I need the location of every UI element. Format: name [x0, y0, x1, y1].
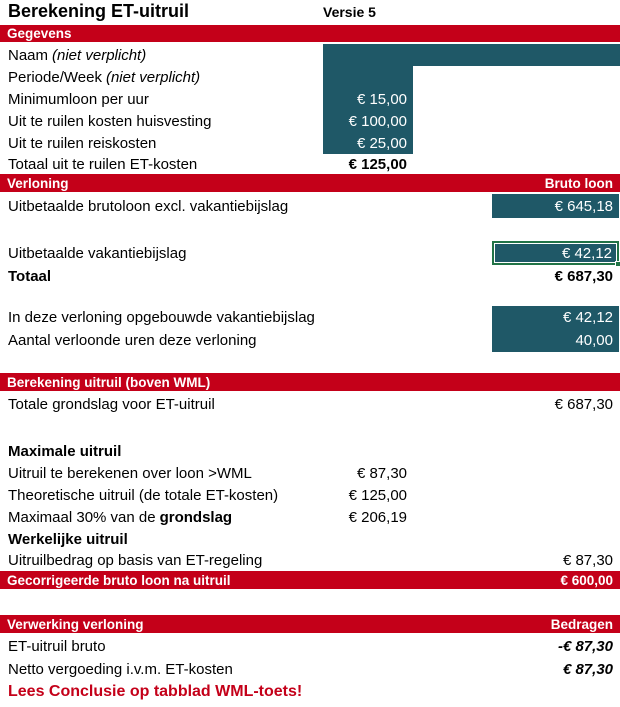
- spacer: [413, 88, 620, 110]
- subhead-werkelijke-uitruil: Werkelijke uitruil: [8, 530, 128, 548]
- minimumloon-label: Minimumloon per uur: [8, 90, 149, 108]
- periode-week-label-note: (niet verplicht): [105, 68, 201, 86]
- row-netto-vergoeding: [0, 658, 620, 680]
- opgebouwde-vakantiebijslag-input-cell[interactable]: € 42,12: [492, 306, 619, 329]
- page-title: Berekening ET-uitruil: [8, 1, 190, 21]
- spacer: [413, 132, 620, 154]
- gecorrigeerde-bruto-loon-label: Gecorrigeerde bruto loon na uitruil: [7, 572, 231, 588]
- naam-label-text: Naam: [8, 46, 49, 64]
- uitruil-boven-wml-label: Uitruil te berekenen over loon >WML: [8, 464, 252, 482]
- section-header-gegevens-label: Gegevens: [7, 26, 72, 41]
- periode-week-label: [8, 69, 323, 86]
- naam-label-note: (niet verplicht): [52, 46, 147, 64]
- column-header-bruto-loon: Bruto loon: [544, 175, 613, 191]
- maximaal-30-procent-label-text: Maximaal 30% van de: [8, 508, 156, 526]
- row-totaal-verloning: [0, 266, 620, 286]
- version-label: Versie 5: [323, 4, 376, 20]
- reiskosten-input-cell[interactable]: € 25,00: [323, 132, 413, 154]
- totaal-et-kosten-label: Totaal uit te ruilen ET-kosten: [8, 155, 198, 173]
- uitruilbedrag-value: € 87,30: [562, 552, 613, 569]
- uitruil-boven-wml-value: € 87,30: [356, 464, 407, 482]
- totaal-verloning-value: € 687,30: [554, 267, 613, 285]
- spacer: [413, 110, 620, 132]
- section-header-berekening: [0, 373, 620, 391]
- theoretische-uitruil-label: Theoretische uitruil (de totale ET-kosten): [8, 486, 279, 504]
- blank-row: [0, 218, 620, 240]
- section-header-verwerking: [0, 615, 620, 633]
- brutoloon-excl-label: Uitbetaalde brutoloon excl. vakantiebijslag: [8, 197, 289, 215]
- naam-input-cell[interactable]: [323, 44, 620, 66]
- section-header-berekening-label: Berekening uitruil (boven WML): [7, 374, 211, 390]
- row-reiskosten: [0, 132, 620, 154]
- row-verloonde-uren: [0, 329, 620, 352]
- row-periode-week: [0, 66, 620, 88]
- row-brutoloon-excl: [0, 194, 620, 218]
- row-maximaal-30-procent: [0, 506, 620, 528]
- maximaal-30-procent-label: [8, 509, 323, 526]
- section-header-gegevens: [0, 25, 620, 42]
- totaal-et-kosten-value: € 125,00: [348, 155, 407, 173]
- naam-label: [8, 47, 323, 64]
- row-minimumloon: [0, 88, 620, 110]
- blank-row: [0, 286, 620, 306]
- section-header-verloning: [0, 174, 620, 192]
- row-subhead-werkelijke-uitruil: [0, 528, 620, 550]
- row-opgebouwde-vakantiebijslag: [0, 306, 620, 329]
- row-totale-grondslag: [0, 393, 620, 415]
- theoretische-uitruil-value: € 125,00: [348, 486, 407, 504]
- kosten-huisvesting-input-cell[interactable]: € 100,00: [323, 110, 413, 132]
- spacer: [413, 154, 620, 174]
- blank-row: [0, 415, 620, 440]
- blank-row: [0, 352, 620, 373]
- uitruilbedrag-label: Uitruilbedrag op basis van ET-regeling: [8, 552, 263, 569]
- periode-week-input-cell[interactable]: [323, 66, 413, 88]
- section-header-verloning-label: Verloning: [7, 175, 69, 191]
- spacer: [413, 462, 620, 484]
- subhead-maximale-uitruil: Maximale uitruil: [8, 442, 122, 460]
- row-theoretische-uitruil: [0, 484, 620, 506]
- totale-grondslag-value: € 687,30: [554, 395, 613, 413]
- row-et-uitruil-bruto: [0, 635, 620, 658]
- gecorrigeerde-bruto-loon-value: € 600,00: [560, 572, 613, 588]
- selection-fill-handle[interactable]: [615, 261, 620, 267]
- spacer: [413, 484, 620, 506]
- opgebouwde-vakantiebijslag-label: In deze verloning opgebouwde vakantiebijslag: [8, 309, 315, 326]
- uitbetaalde-vakantiebijslag-input-cell[interactable]: € 42,12: [495, 244, 616, 262]
- kosten-huisvesting-label: Uit te ruilen kosten huisvesting: [8, 112, 212, 130]
- selected-cell[interactable]: [492, 241, 619, 265]
- et-uitruil-bruto-value: -€ 87,30: [557, 638, 613, 655]
- section-header-verwerking-label: Verwerking verloning: [7, 616, 144, 632]
- row-uitruil-boven-wml: [0, 462, 620, 484]
- totale-grondslag-label: Totale grondslag voor ET-uitruil: [8, 395, 215, 413]
- uitbetaalde-vakantiebijslag-label: Uitbetaalde vakantiebijslag: [8, 244, 187, 262]
- maximaal-30-procent-label-bold: grondslag: [159, 508, 233, 526]
- conclusion-note: Lees Conclusie op tabblad WML-toets!: [8, 683, 303, 700]
- column-header-bedragen: Bedragen: [550, 616, 613, 632]
- row-kosten-huisvesting: [0, 110, 620, 132]
- title-row: [0, 0, 620, 25]
- row-uitruilbedrag: [0, 550, 620, 571]
- periode-week-label-text: Periode/Week: [8, 68, 102, 86]
- verloonde-uren-input-cell[interactable]: 40,00: [492, 329, 619, 352]
- row-subhead-maximale-uitruil: [0, 440, 620, 462]
- row-totaal-et-kosten: [0, 154, 620, 174]
- et-uitruil-bruto-label: ET-uitruil bruto: [8, 638, 106, 655]
- gecorrigeerde-bruto-loon-bar: [0, 571, 620, 589]
- row-naam: [0, 44, 620, 66]
- brutoloon-excl-input-cell[interactable]: € 645,18: [492, 194, 619, 218]
- netto-vergoeding-value: € 87,30: [562, 660, 613, 678]
- reiskosten-label: Uit te ruilen reiskosten: [8, 134, 157, 152]
- maximaal-30-procent-value: € 206,19: [348, 508, 407, 526]
- spacer: [413, 66, 620, 88]
- netto-vergoeding-label: Netto vergoeding i.v.m. ET-kosten: [8, 660, 233, 678]
- row-uitbetaalde-vakantiebijslag: [0, 240, 620, 266]
- blank-row: [0, 589, 620, 615]
- spacer: [413, 506, 620, 528]
- verloonde-uren-label: Aantal verloonde uren deze verloning: [8, 332, 257, 349]
- minimumloon-input-cell[interactable]: € 15,00: [323, 88, 413, 110]
- totaal-verloning-label: Totaal: [8, 267, 52, 285]
